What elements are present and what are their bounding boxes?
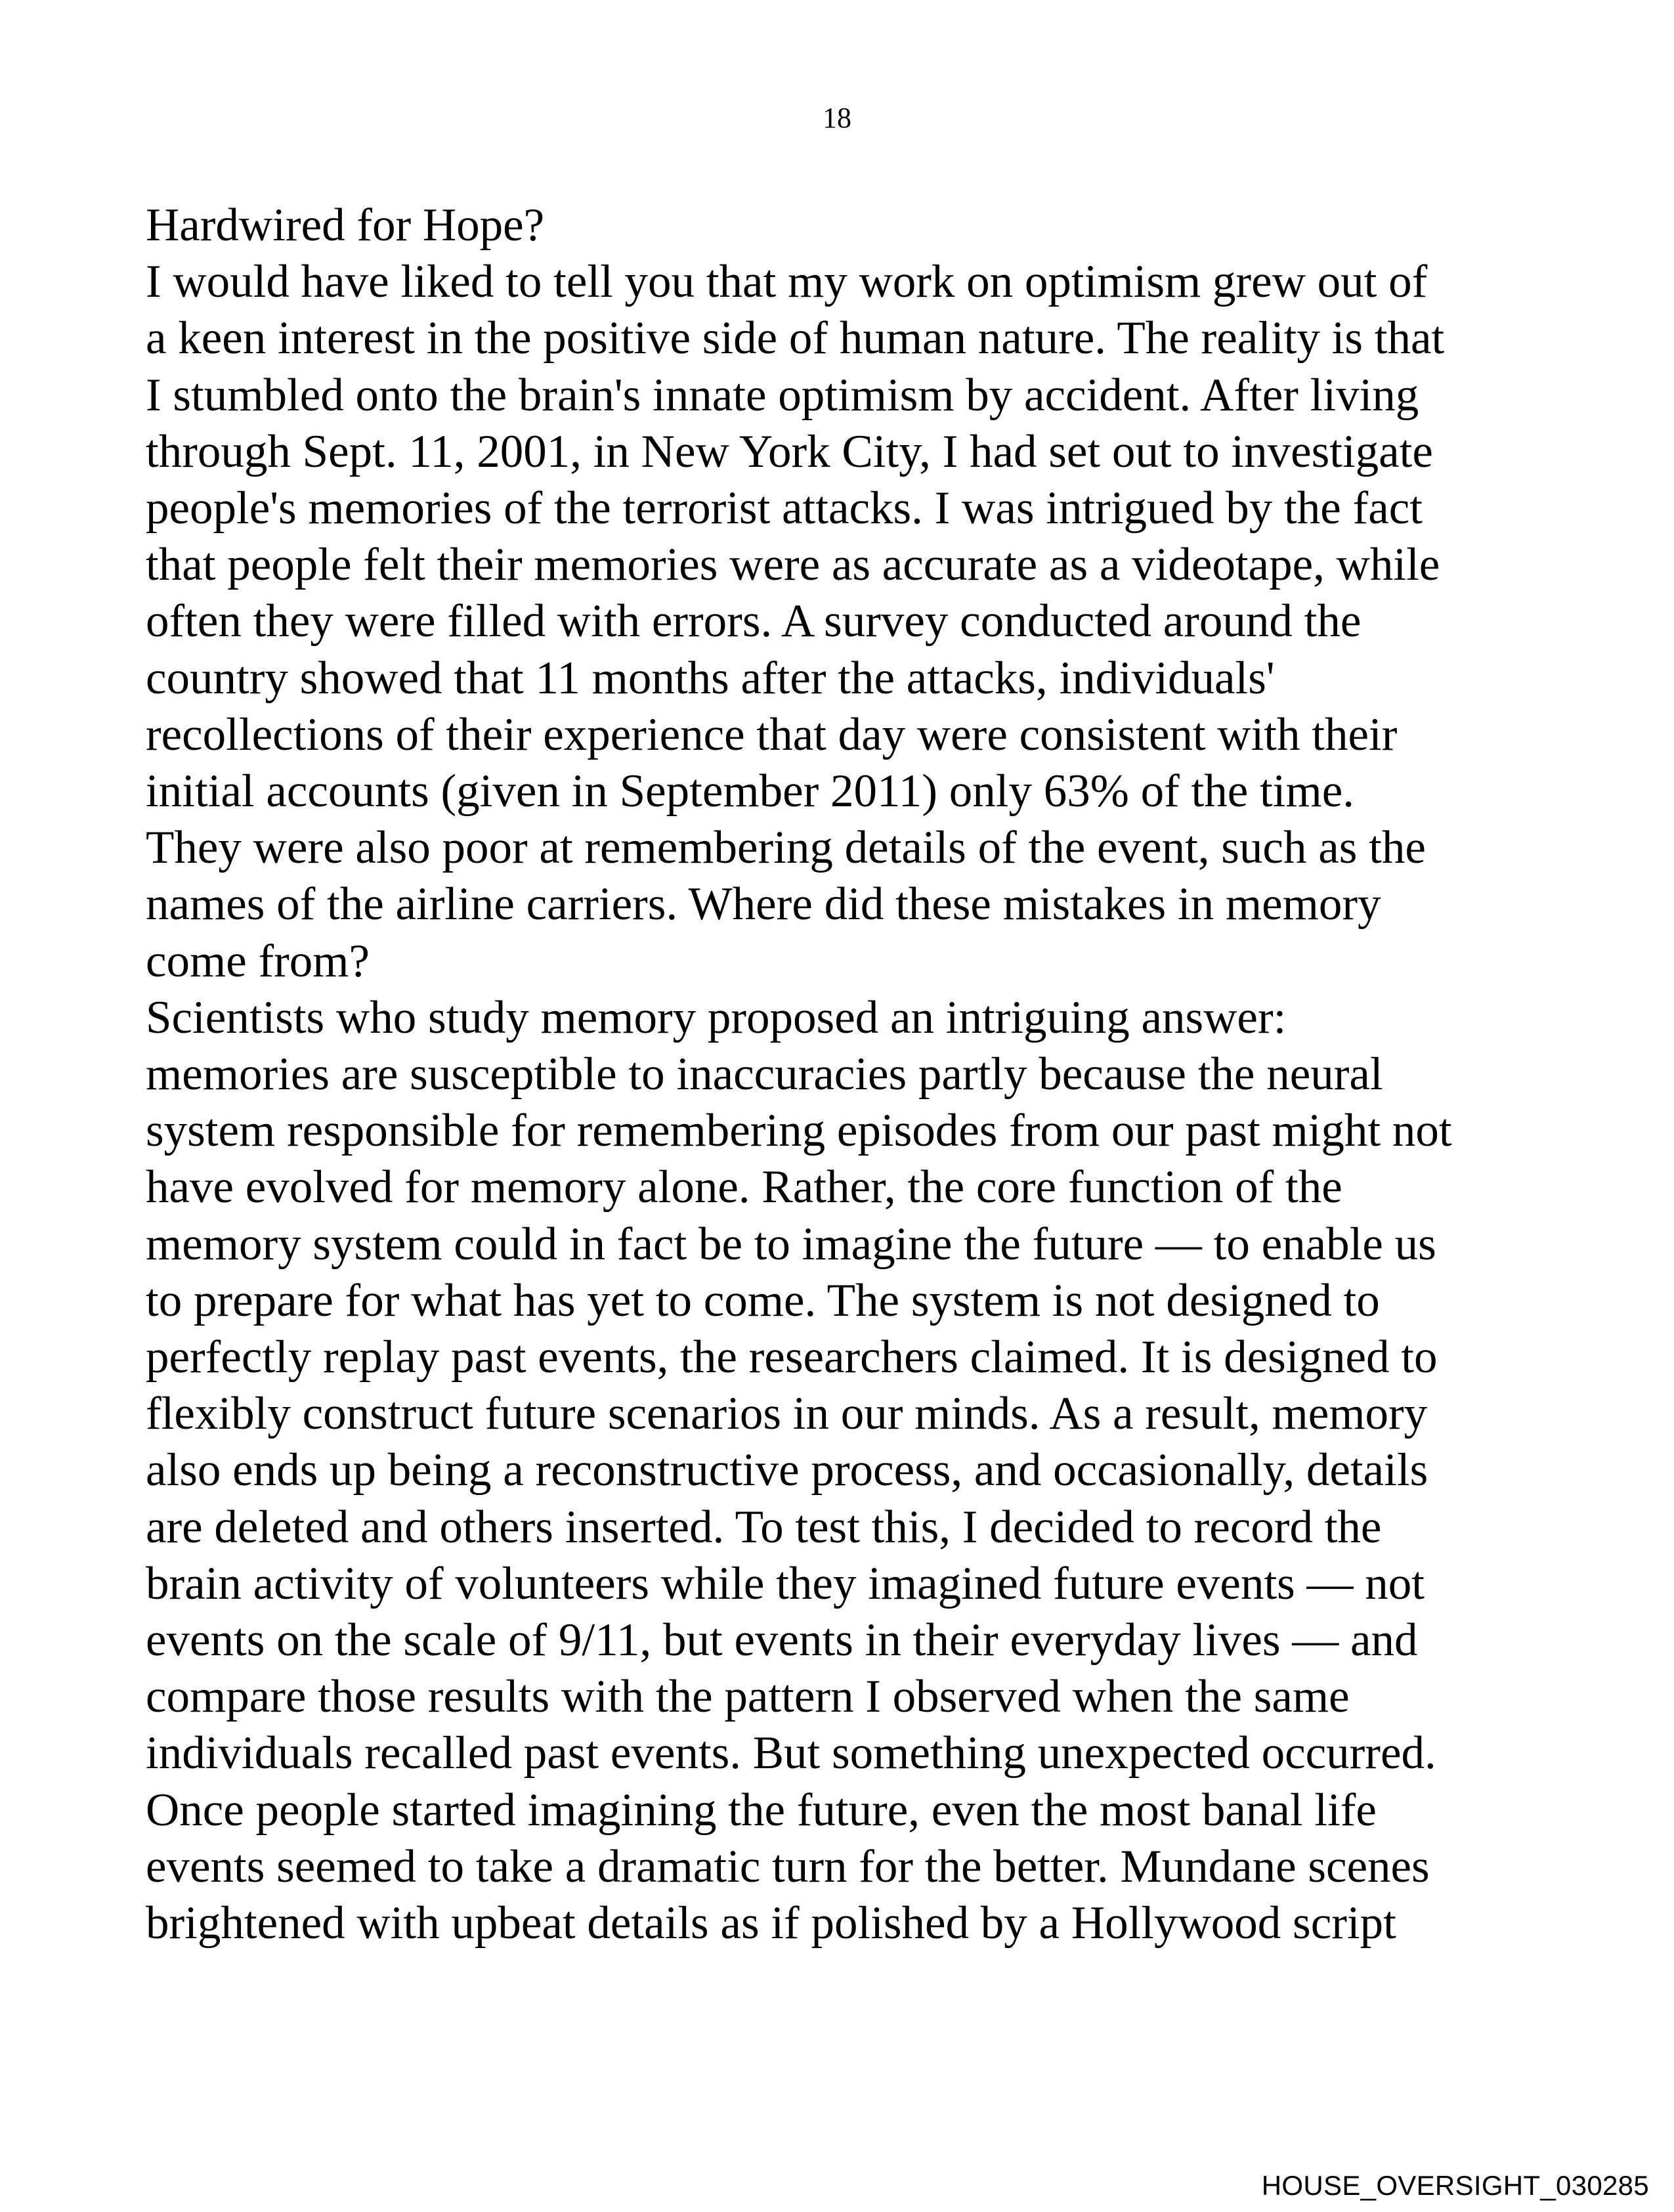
text-line: individuals recalled past events. But something unexpected occurred. <box>146 1727 1436 1779</box>
text-line: have evolved for memory alone. Rather, the core function of the <box>146 1161 1342 1213</box>
text-line: events seemed to take a dramatic turn for the better. Mundane scenes <box>146 1840 1430 1892</box>
text-line: come from? <box>146 935 370 987</box>
text-line: I would have liked to tell you that my work on optimism grew out of <box>146 256 1428 308</box>
text-line: flexibly construct future scenarios in our minds. As a result, memory <box>146 1388 1428 1440</box>
text-line: brightened with upbeat details as if polished by a Hollywood script <box>146 1898 1396 1949</box>
document-body <box>146 197 1557 1951</box>
text-line: that people felt their memories were as accurate as a videotape, while <box>146 539 1440 591</box>
text-line: recollections of their experience that day were consistent with their <box>146 708 1398 760</box>
text-line: a keen interest in the positive side of human nature. The reality is that <box>146 313 1445 364</box>
text-line: through Sept. 11, 2001, in New York City, I had set out to investigate <box>146 425 1433 477</box>
bates-stamp: HOUSE_OVERSIGHT_030285 <box>1261 2170 1649 2201</box>
text-line: system responsible for remembering episodes from our past might not <box>146 1105 1452 1157</box>
text-line: compare those results with the pattern I observed when the same <box>146 1671 1350 1723</box>
text-line: I stumbled onto the brain's innate optimism by accident. After living <box>146 369 1419 421</box>
section-heading: Hardwired for Hope? <box>146 200 545 251</box>
text-line: perfectly replay past events, the researchers claimed. It is designed to <box>146 1332 1438 1383</box>
text-line: often they were filled with errors. A survey conducted around the <box>146 596 1362 647</box>
text-line: They were also poor at remembering details of the event, such as the <box>146 822 1426 874</box>
text-line: to prepare for what has yet to come. The system is not designed to <box>146 1274 1380 1326</box>
text-line: country showed that 11 months after the attacks, individuals' <box>146 652 1275 704</box>
text-line: people's memories of the terrorist attacks. I was intrigued by the fact <box>146 483 1423 534</box>
text-line: memories are susceptible to inaccuracies partly because the neural <box>146 1049 1383 1100</box>
text-line: brain activity of volunteers while they imagined future events — not <box>146 1557 1425 1609</box>
text-line: events on the scale of 9/11, but events in their everyday lives — and <box>146 1615 1418 1666</box>
text-line: Scientists who study memory proposed an intriguing answer: <box>146 991 1287 1043</box>
text-line: initial accounts (given in September 2011) only 63% of the time. <box>146 766 1354 817</box>
text-line: memory system could in fact be to imagine the future — to enable us <box>146 1218 1436 1270</box>
text-line: also ends up being a reconstructive process, and occasionally, details <box>146 1444 1428 1496</box>
page-number: 18 <box>823 102 851 134</box>
text-line: Once people started imagining the future, even the most banal life <box>146 1784 1377 1836</box>
text-line: are deleted and others inserted. To test this, I decided to record the <box>146 1501 1382 1553</box>
text-line: names of the airline carriers. Where did these mistakes in memory <box>146 878 1381 930</box>
